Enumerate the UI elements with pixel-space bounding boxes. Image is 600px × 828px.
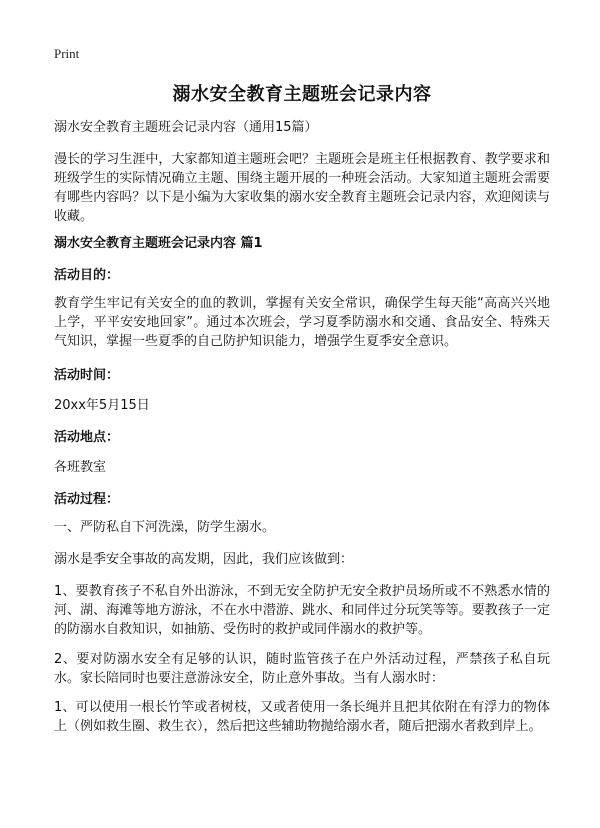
intro-paragraph: 漫长的学习生涯中，大家都知道主题班会吧？主题班会是班主任根据教育、教学要求和班级学生的实际情况确立主题、围绕主题开展的一种班会活动。大家知道主题班会需要有哪些内容吗？以下是小编为大家收集的溺水安全教育主题班会记录内容，欢迎阅读与收藏。 bbox=[54, 152, 550, 224]
place-heading: 活动地点： bbox=[54, 430, 120, 445]
page-title: 溺水安全教育主题班会记录内容 bbox=[172, 84, 432, 105]
section-title: 溺水安全教育主题班会记录内容 篇1 bbox=[54, 236, 263, 251]
process-paragraph-2: 溺水是季安全事故的高发期，因此，我们应该做到： bbox=[54, 552, 354, 567]
process-paragraph-3: 1、要教育孩子不私自外出游泳，不到无安全防护无安全救护员场所或不不熟悉水情的河、湖、海滩等地方游泳，不在水中潜游、跳水、和同伴过分玩笑等等。要教孩子一定的防溺水自救知识，如抽筋、受伤时的救护或同伴溺水的救护等。 bbox=[54, 584, 550, 637]
goal-heading: 活动目的： bbox=[54, 268, 120, 283]
process-paragraph-4: 2、要对防溺水安全有足够的认识，随时监管孩子在户外活动过程，严禁孩子私自玩水。家长陪同时也要注意游泳安全，防止意外事故。当有人溺水时： bbox=[54, 652, 550, 686]
time-heading: 活动时间： bbox=[54, 368, 120, 383]
goal-paragraph: 教育学生牢记有关安全的血的教训，掌握有关安全常识，确保学生每天能“高高兴兴地上学，平平安安地回家”。通过本次班会，学习夏季防溺水和交通、食品安全、特殊天气知识，掌握一些夏季的自己防护知识能力，增强学生夏季安全意识。 bbox=[54, 296, 550, 349]
process-paragraph-5: 1、可以使用一根长竹竿或者树枝，又或者使用一条长绳并且把其依附在有浮力的物体上（例如救生圈、救生衣），然后把这些辅助物抛给溺水者，随后把溺水者救到岸上。 bbox=[54, 700, 550, 734]
process-heading: 活动过程： bbox=[54, 492, 120, 507]
subtitle: 溺水安全教育主题班会记录内容（通用15篇） bbox=[54, 120, 318, 135]
time-value: 20xx年5月15日 bbox=[54, 398, 150, 413]
process-paragraph-1: 一、严防私自下河洗澡，防学生溺水。 bbox=[54, 520, 276, 535]
place-value: 各班教室 bbox=[54, 460, 107, 475]
print-link[interactable]: Print bbox=[54, 46, 80, 61]
